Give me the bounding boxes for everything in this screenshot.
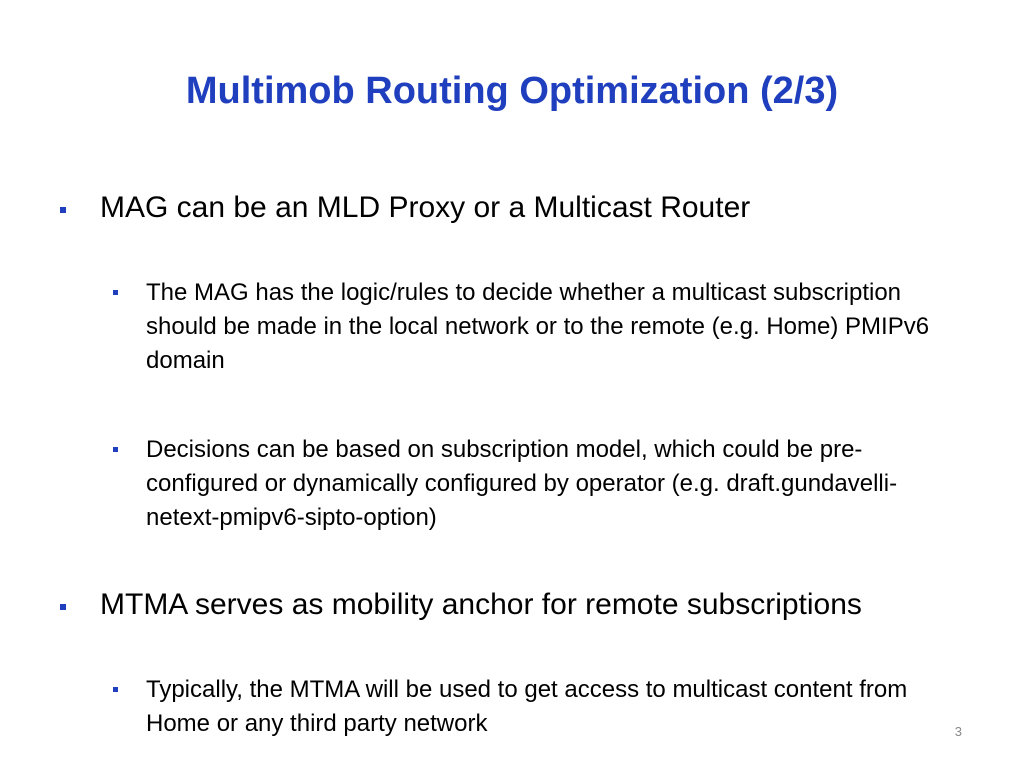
square-bullet-icon <box>60 604 66 610</box>
sub-bullet-item <box>113 673 943 741</box>
sub-bullet-item <box>113 433 943 535</box>
page-number: 3 <box>954 724 962 739</box>
bullet-text: MAG can be an MLD Proxy or a Multicast Router <box>100 191 751 224</box>
bullet-item <box>60 587 990 623</box>
sub-bullet-text: Typically, the MTMA will be used to get access to multicast content from Home or any third party network <box>146 676 908 737</box>
square-bullet-icon <box>113 290 118 295</box>
square-bullet-icon <box>113 687 118 692</box>
sub-bullet-text: Decisions can be based on subscription model, which could be pre-configured or dynamically configured by operator (e.g. draft.gundavelli-netext-pmipv6-sipto-option) <box>146 436 898 531</box>
sub-bullet-text: The MAG has the logic/rules to decide whether a multicast subscription should be made in the local network or to the remote (e.g. Home) PMIPv6 domain <box>146 279 930 374</box>
bullet-item <box>60 190 990 226</box>
slide-title: Multimob Routing Optimization (2/3) <box>185 70 839 112</box>
bullet-text: MTMA serves as mobility anchor for remote subscriptions <box>100 588 862 621</box>
sub-bullet-item <box>113 276 943 378</box>
square-bullet-icon <box>113 447 118 452</box>
square-bullet-icon <box>60 207 66 213</box>
